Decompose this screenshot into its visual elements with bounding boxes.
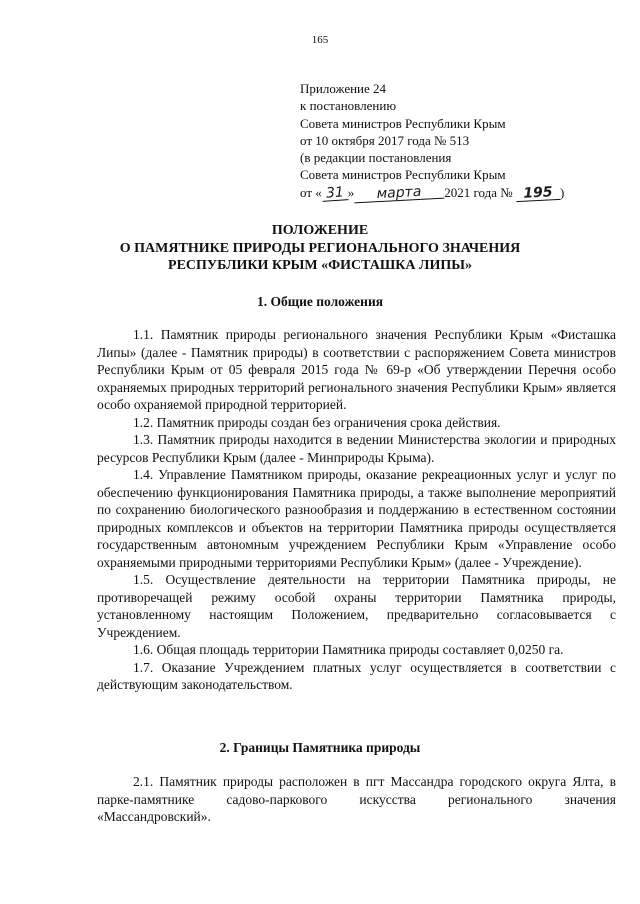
appendix-line: (в редакции постановления	[300, 150, 452, 166]
date-quote: »	[347, 184, 355, 200]
appendix-line: к постановлению	[300, 98, 397, 114]
handwritten-month: марта	[354, 183, 445, 203]
paragraph-1-1: 1.1. Памятник природы регионального значения Республики Крым «Фисташка Липы» (далее - Памятник природы) в соответствии с распоряжением Совета министров Республики Крым от 05 февраля 2015 года № 69-р «Об утверждении Перечня особо охраняемых природных территорий регионального значения Республики Крым» является особо охраняемой природной территорией.	[97, 327, 616, 412]
date-prefix: от «	[300, 184, 322, 200]
paragraph-2-1: 2.1. Памятник природы расположен в пгт Массандра городского округа Ялта, в парке-памятнике садово-паркового искусства регионального значения «Массандровский».	[97, 774, 616, 824]
paragraph-1-4: 1.4. Управление Памятником природы, оказание рекреационных услуг и услуг по обеспечению функционирования Памятника природы, а также выполнение мероприятий по сохранению биологического разнообразия и поддержанию в естественном состоянии природных комплексов и объектов на территории Памятника природы осуществляется государственным автономным учреждением Республики Крым «Управление особо охраняемыми природными территориями Республики Крым» (далее - Учреждение).	[97, 467, 616, 570]
appendix-date-line	[300, 184, 620, 201]
title-line: РЕСПУБЛИКИ КРЫМ «ФИСТАШКА ЛИПЫ»	[168, 258, 472, 273]
document-title	[0, 222, 640, 275]
appendix-line: Приложение 24	[300, 81, 387, 96]
appendix-block	[300, 80, 620, 201]
title-line: ПОЛОЖЕНИЕ	[271, 223, 369, 238]
page-number: 165	[311, 34, 329, 46]
paragraph-1-6: 1.6. Общая площадь территории Памятника природы составляет 0,0250 га.	[133, 642, 564, 657]
section-2-heading: 2. Границы Памятника природы	[219, 740, 421, 755]
appendix-line: Совета министров Республики Крым	[300, 115, 506, 131]
paragraph-1-7: 1.7. Оказание Учреждением платных услуг осуществляется в соответствии с действующим законодательством.	[97, 659, 616, 692]
appendix-line: Совета министров Республики Крым	[300, 167, 506, 183]
close-paren: )	[559, 184, 565, 200]
title-line: О ПАМЯТНИКЕ ПРИРОДЫ РЕГИОНАЛЬНОГО ЗНАЧЕНИЯ	[119, 240, 521, 256]
section-1-body	[97, 326, 616, 694]
section-1-heading: 1. Общие положения	[256, 294, 384, 309]
appendix-line: от 10 октября 2017 года № 513	[300, 132, 470, 148]
year-text: 2021 года №	[444, 184, 513, 200]
section-2-body	[97, 773, 616, 826]
handwritten-number: 195	[516, 185, 561, 202]
paragraph-1-5: 1.5. Осуществление деятельности на территории Памятника природы, не противоречащей режиму особой охраны территории Памятника природы, установленному настоящим Положением, предварительно согласовывается с Учреждением.	[97, 572, 616, 640]
handwritten-day: 31	[321, 185, 348, 202]
paragraph-1-2: 1.2. Памятник природы создан без ограничения срока действия.	[133, 414, 501, 430]
paragraph-1-3: 1.3. Памятник природы находится в ведении Министерства экологии и природных ресурсов Республики Крым (далее - Минприроды Крыма).	[97, 432, 616, 465]
